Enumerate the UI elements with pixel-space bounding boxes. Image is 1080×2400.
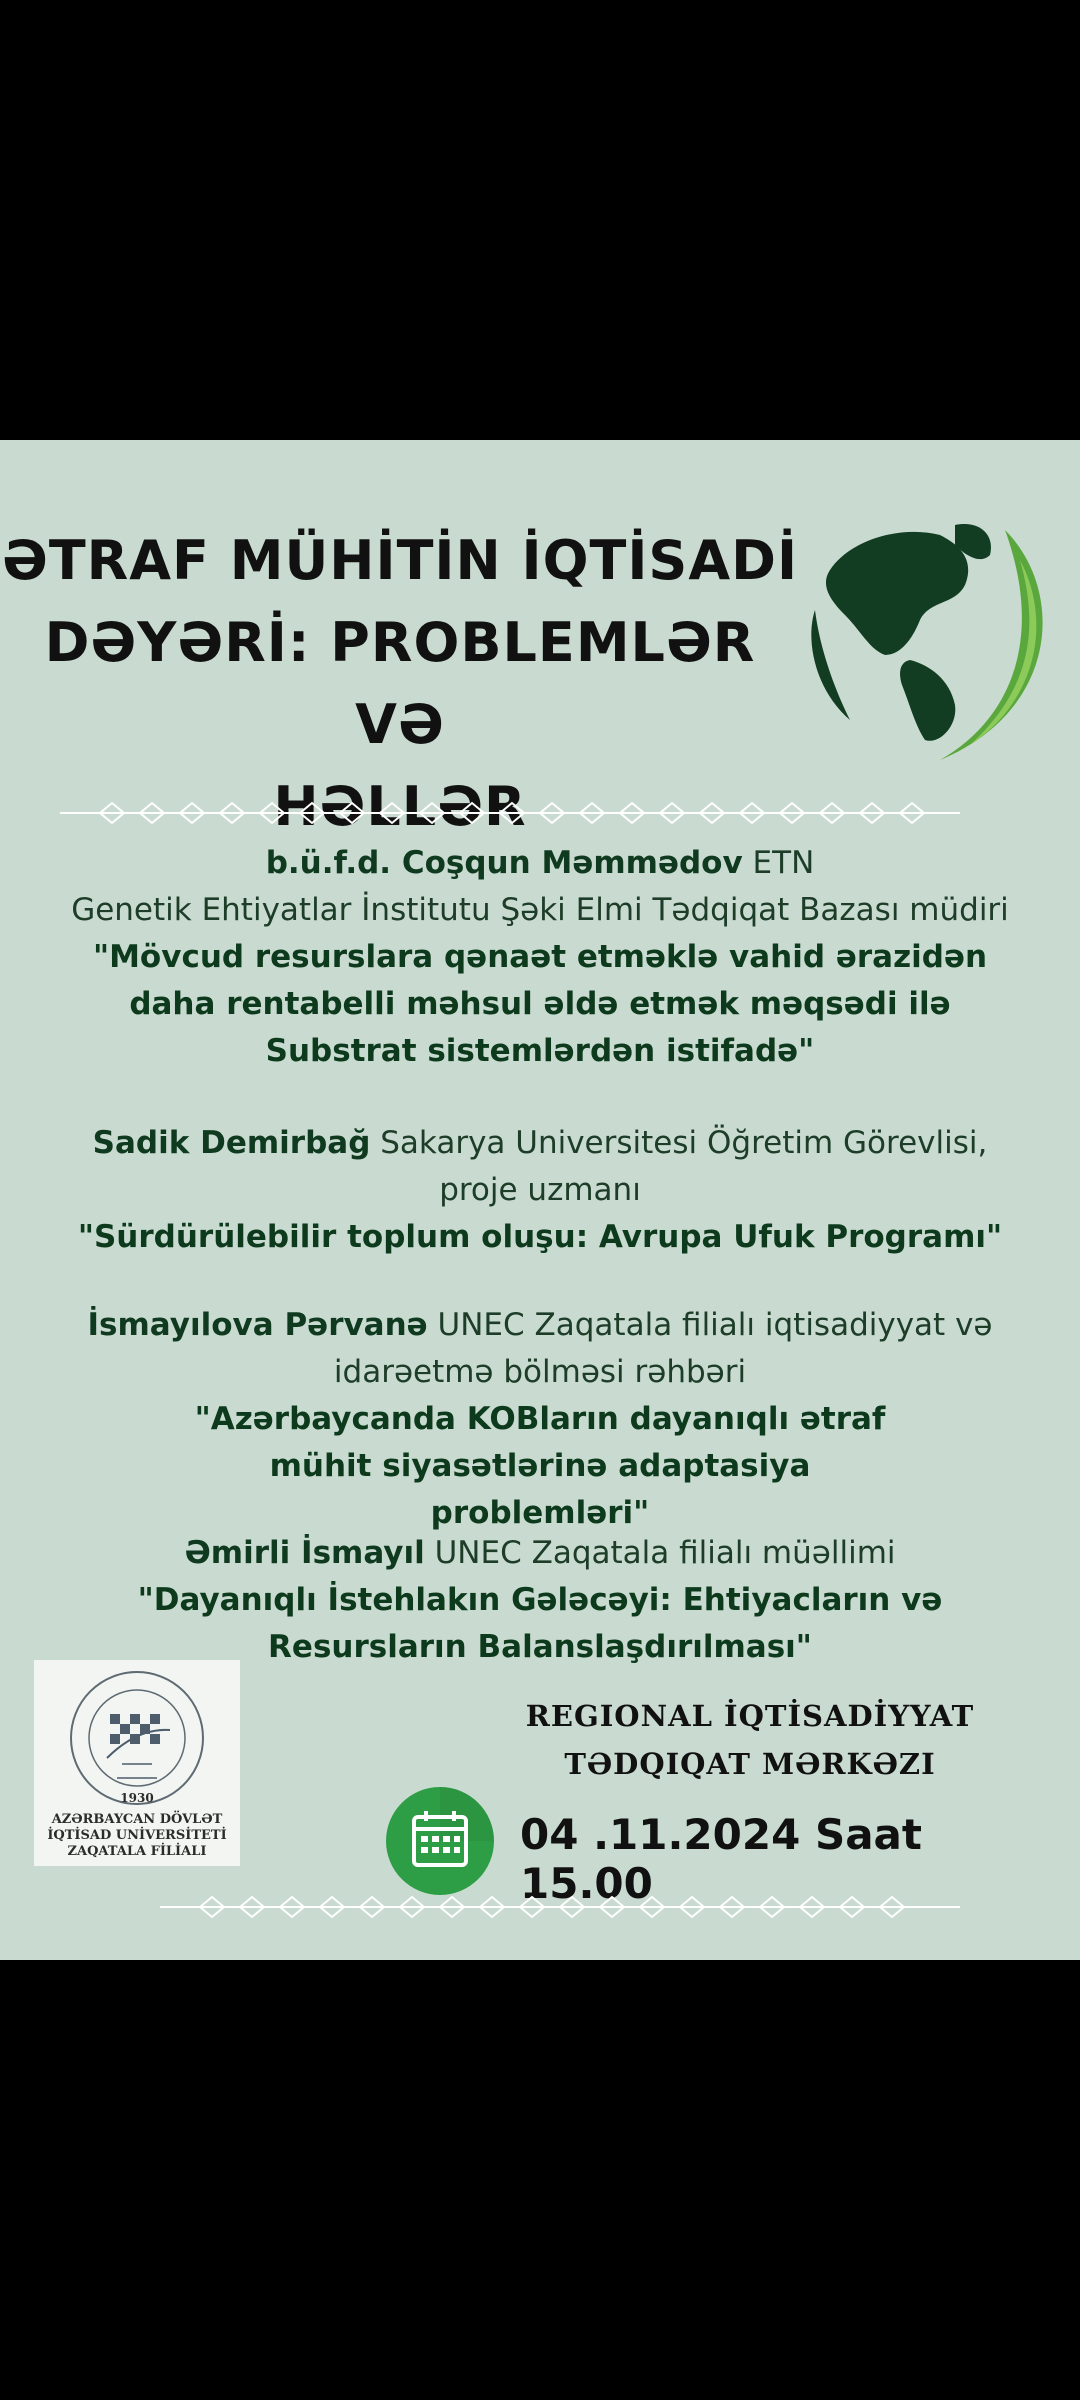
university-seal-icon <box>62 1668 212 1808</box>
ornament-divider-top <box>60 800 960 826</box>
ornament-divider-bottom <box>60 1894 960 1920</box>
speaker-2-role-line2: proje uzmanı <box>439 1172 641 1208</box>
logo-line-2: İQTİSAD UNİVERSİTETİ <box>47 1828 227 1843</box>
speaker-3-name: İsmayılova Pərvanə <box>87 1307 428 1343</box>
speaker-1-role-line2: Genetik Ehtiyatlar İnstitutu Şəki Elmi Tədqiqat Bazası müdiri <box>71 892 1009 928</box>
speaker-1-name: b.ü.f.d. Coşqun Məmmədov <box>265 845 743 881</box>
speaker-4-heading <box>40 1530 1040 1577</box>
speaker-4-talk: "Dayanıqlı İstehlakın Gələcəyi: Ehtiyacların və Resursların Balanslaşdırılması" <box>137 1582 943 1665</box>
speaker-4-name: Əmirli İsmayıl <box>184 1535 425 1571</box>
logo-line-1: AZƏRBAYCAN DÖVLƏT <box>51 1812 223 1827</box>
university-logo <box>34 1660 240 1866</box>
speaker-2-role: Sakarya Universitesi Öğretim Görevlisi, <box>370 1125 988 1161</box>
speaker-1-talk: "Mövcud resurslara qənaət etməklə vahid ərazidən daha rentabelli məhsul əldə etmək məqsədi ilə Substrat sistemlərdən istifadə" <box>92 939 988 1069</box>
speaker-3-role: UNEC Zaqatala filialı iqtisadiyyat və <box>427 1307 993 1343</box>
speaker-2-heading <box>40 1120 1040 1167</box>
center-name-line-2: TƏDQIQAT MƏRKƏZI <box>564 1747 936 1781</box>
title-line-1: ƏTRAF MÜHİTİN İQTİSADİ <box>1 529 799 592</box>
speaker-3 <box>40 1302 1040 1537</box>
speaker-1-role: ETN <box>742 845 815 881</box>
speaker-1 <box>40 840 1040 1075</box>
title-line-2: DƏYƏRİ: PROBLEMLƏR VƏ <box>44 611 756 756</box>
logo-line-3: ZAQATALA FİLİALI <box>67 1844 207 1859</box>
event-poster <box>0 440 1080 1960</box>
speaker-2-talk: "Sürdürülebilir toplum oluşu: Avrupa Ufuk Programı" <box>77 1219 1003 1255</box>
speaker-2-name: Sadik Demirbağ <box>92 1125 371 1161</box>
speaker-1-heading <box>40 840 1040 887</box>
logo-year: 1930 <box>120 1791 154 1805</box>
speaker-4 <box>40 1530 1040 1671</box>
center-name-line-1: REGIONAL İQTİSADİYYAT <box>525 1699 975 1733</box>
speaker-3-heading <box>40 1302 1040 1349</box>
globe-icon <box>790 490 1060 770</box>
speaker-4-role: UNEC Zaqatala filialı müəllimi <box>424 1535 896 1571</box>
poster-title <box>0 520 800 848</box>
speaker-3-role-line2: idarəetmə bölməsi rəhbəri <box>333 1354 747 1390</box>
speaker-2 <box>40 1120 1040 1261</box>
speaker-3-talk: "Azərbaycanda KOBların dayanıqlı ətraf mühit siyasətlərinə adaptasiya problemləri" <box>194 1401 886 1531</box>
calendar-icon <box>386 1787 494 1895</box>
event-date: 04 .11.2024 Saat 15.00 <box>520 1810 922 1908</box>
title-line-3: HƏLLƏR <box>273 775 527 838</box>
